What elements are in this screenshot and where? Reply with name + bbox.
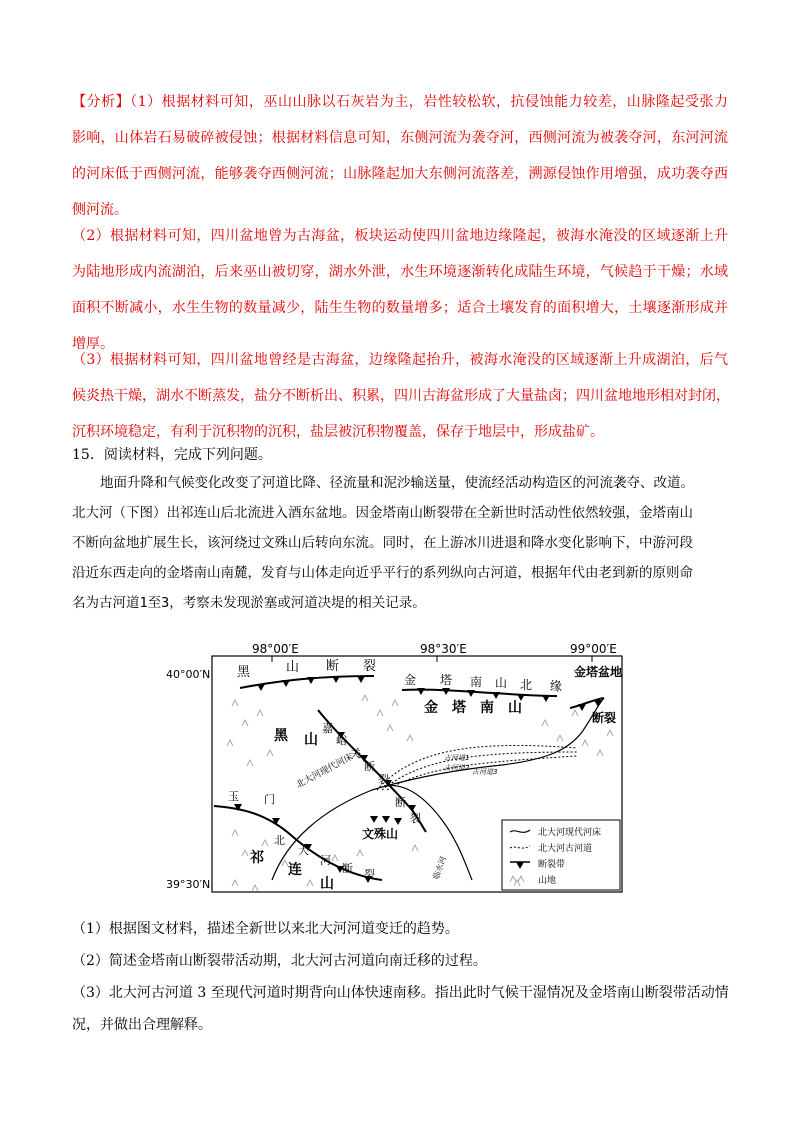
lat-label: 40°00′N	[166, 668, 211, 681]
svg-text:河: 河	[320, 854, 331, 867]
analysis-paragraph-3	[72, 342, 728, 450]
analysis-line: 影响，山体岩石易破碎被侵蚀；根据材料信息可知，东侧河流为袭夺河，西侧河流为被袭夺河，东河河流	[72, 130, 728, 146]
svg-text:断: 断	[326, 659, 340, 674]
material-line: 沿近东西走向的金塔南山南麓，发育与山体走向近乎平行的系列纵向古河道，根据年代由老到新的原则命	[72, 565, 693, 581]
svg-text:临水河: 临水河	[431, 855, 449, 881]
analysis-line: （2）根据材料可知，四川盆地曾为古海盆，板块运动使四川盆地边缘隆起，被海水淹没的区域逐渐上升	[72, 228, 728, 244]
sub-questions	[72, 913, 728, 1041]
svg-text:塔: 塔	[452, 700, 466, 716]
analysis-line: （3）根据材料可知，四川盆地曾经是古海盆，边缘隆起抬升，被海水淹没的区域逐渐上升成湖泊，后气	[72, 352, 728, 368]
material-text	[72, 468, 728, 618]
analysis-line: 的河床低于西侧河流，能够袭夺西侧河流；山脉隆起加大东侧河流落差，溯源侵蚀作用增强，成功袭夺西	[72, 166, 728, 182]
svg-text:断裂: 断裂	[592, 711, 617, 725]
svg-text:大: 大	[298, 844, 309, 857]
svg-text:断: 断	[395, 796, 406, 809]
legend-label: 北大河古河道	[538, 844, 593, 854]
lon-label: 99°00′E	[570, 642, 617, 656]
analysis-line: 【分析】（1）根据材料可知，巫山山脉以石灰岩为主，岩性较松软，抗侵蚀能力较差，山脉隆起受张力	[72, 94, 729, 110]
svg-text:山: 山	[304, 732, 318, 748]
svg-text:裂: 裂	[378, 773, 389, 786]
analysis-paragraph-2	[72, 218, 728, 362]
svg-text:关: 关	[350, 747, 361, 760]
svg-text:玉: 玉	[228, 790, 239, 803]
svg-text:峪: 峪	[336, 734, 347, 747]
svg-text:裂: 裂	[363, 659, 377, 674]
svg-text:古河道2: 古河道2	[444, 764, 470, 772]
map-figure	[166, 640, 632, 898]
svg-text:文殊山: 文殊山	[362, 827, 399, 841]
analysis-line: 增厚。	[72, 336, 114, 352]
legend-label: 北大河现代河床	[538, 828, 602, 838]
svg-text:黑: 黑	[237, 665, 251, 680]
lon-label: 98°30′E	[420, 642, 467, 656]
sub-question-1: （1）根据图文材料，描述全新世以来北大河河道变迁的趋势。	[72, 921, 459, 937]
svg-text:黑: 黑	[274, 728, 288, 744]
svg-text:裂: 裂	[364, 868, 375, 881]
svg-text:门: 门	[264, 793, 275, 806]
analysis-tag: 【分析】	[72, 94, 131, 110]
legend-label: 断裂带	[538, 860, 566, 870]
lat-label: 39°30′N	[166, 878, 211, 891]
material-line: 地面升降和气候变化改变了河道比降、径流量和泥沙输送量，使流经活动构造区的河流袭夺、改道。	[100, 475, 694, 491]
svg-text:山: 山	[320, 876, 334, 892]
svg-text:古河道1: 古河道1	[444, 754, 470, 762]
svg-text:连: 连	[288, 862, 302, 878]
material-line: 名为古河道1至3，考察未发现淤塞或河道决堤的相关记录。	[72, 595, 426, 611]
svg-text:金: 金	[424, 700, 438, 716]
svg-text:南: 南	[470, 675, 483, 689]
sub-question-3-cont: 况，并做出合理解释。	[72, 1017, 212, 1033]
legend-label: 山地	[538, 876, 557, 886]
analysis-paragraph-1	[72, 84, 728, 228]
analysis-line: 侧河流。	[72, 202, 128, 218]
svg-text:山: 山	[495, 676, 508, 690]
svg-text:古河道3: 古河道3	[472, 768, 498, 776]
svg-text:北: 北	[274, 834, 285, 847]
svg-text:金: 金	[404, 673, 417, 687]
svg-text:祁: 祁	[250, 850, 264, 866]
material-line: 不断向盆地扩展生长，该河绕过文殊山后转向东流。同时，在上游冰川进退和降水变化影响下，中游河段	[72, 535, 693, 551]
svg-text:断: 断	[364, 760, 375, 773]
sub-question-2: （2）简述金塔南山断裂带活动期，北大河古河道向南迁移的过程。	[72, 953, 487, 969]
analysis-line: 为陆地形成内流湖泊，后来巫山被切穿，湖水外泄，水生环境逐渐转化成陆生环境，气候趋于干燥；水域	[72, 264, 728, 280]
question-title: 15．阅读材料，完成下列问题。	[72, 447, 272, 463]
svg-text:缘: 缘	[550, 679, 563, 693]
svg-text:断: 断	[342, 862, 353, 875]
svg-text:裂: 裂	[410, 812, 421, 825]
sub-question-3: （3）北大河古河道 3 至现代河道时期背向山体快速南移。指出此时气候干湿情况及金塔南山断裂带活动情	[72, 985, 729, 1001]
svg-text:山: 山	[286, 660, 300, 675]
svg-text:北大河现代河床: 北大河现代河床	[294, 752, 356, 791]
svg-text:嘉: 嘉	[322, 722, 333, 735]
svg-text:北: 北	[520, 678, 533, 692]
svg-text:金塔盆地: 金塔盆地	[574, 665, 623, 679]
map-svg	[166, 640, 632, 898]
analysis-line: 面积不断减小，水生生物的数量减少，陆生生物的数量增多；适合土壤发育的面积增大，土壤逐渐形成并	[72, 300, 728, 316]
svg-text:山: 山	[508, 700, 522, 716]
analysis-line: 沉积环境稳定，有利于沉积物的沉积，盐层被沉积物覆盖，保存于地层中，形成盐矿。	[72, 424, 604, 440]
material-line: 北大河（下图）出祁连山后北流进入酒东盆地。因金塔南山断裂带在全新世时活动性依然较强，金塔南山	[72, 505, 693, 521]
svg-text:南: 南	[480, 700, 494, 716]
lon-label: 98°00′E	[252, 642, 299, 656]
analysis-line: 候炎热干燥，湖水不断蒸发，盐分不断析出、积累，四川古海盆形成了大量盐卤；四川盆地地形相对封闭，	[72, 388, 730, 404]
svg-text:塔: 塔	[440, 673, 453, 687]
